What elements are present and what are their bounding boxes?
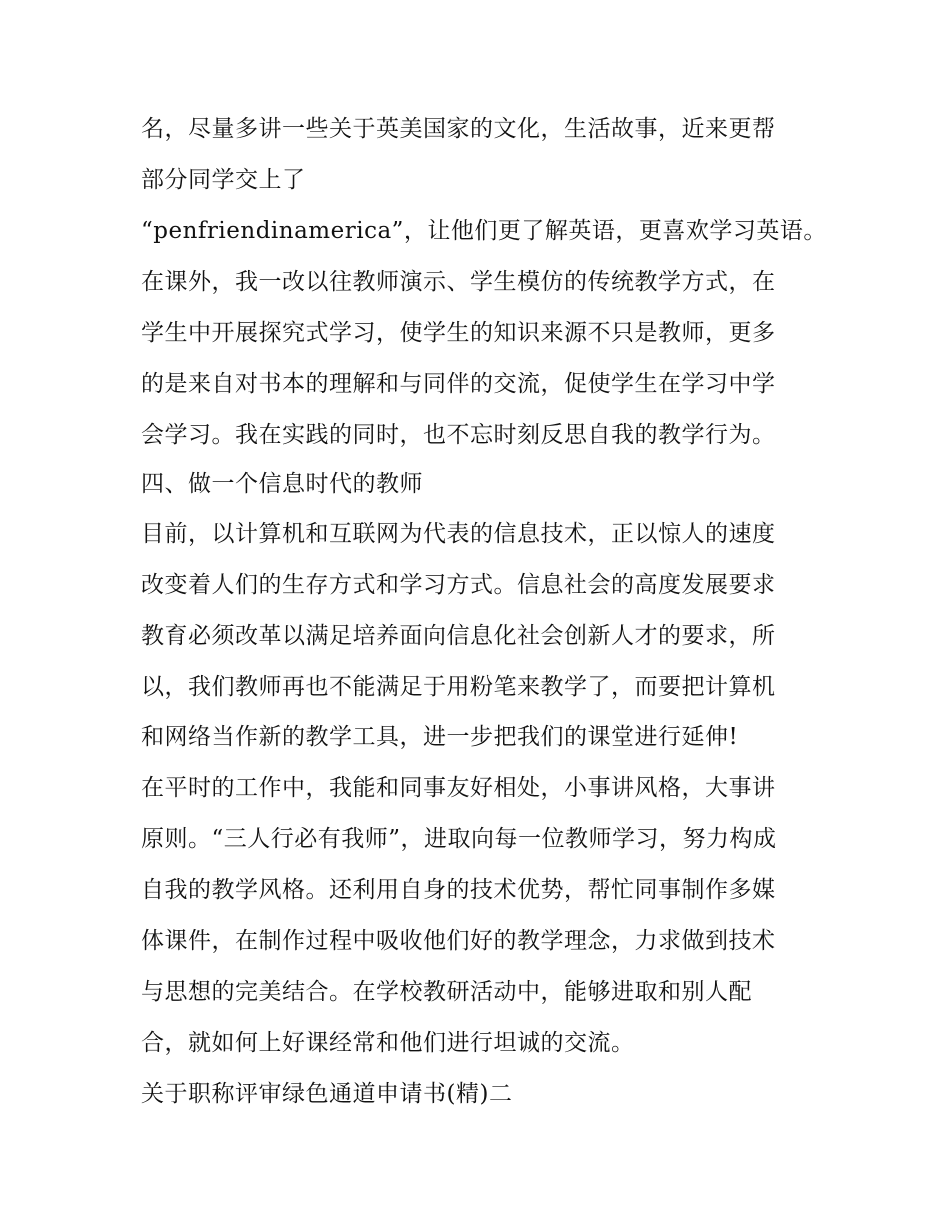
text-line: 改变着人们的生存方式和学习方式。信息社会的高度发展要求 <box>141 572 776 598</box>
text-line: 部分同学交上了 <box>141 167 306 193</box>
text-line: 目前，以计算机和互联网为代表的信息技术，正以惊人的速度 <box>141 521 776 547</box>
text-line: 名，尽量多讲一些关于英美国家的文化，生活故事，近来更帮 <box>141 116 776 142</box>
text-line: 在平时的工作中，我能和同事友好相处，小事讲风格，大事讲 <box>141 775 776 801</box>
text-line: 和网络当作新的教学工具，进一步把我们的课堂进行延伸! <box>141 724 739 750</box>
section-heading: 四、做一个信息时代的教师 <box>141 471 423 497</box>
text-line: 在课外，我一改以往教师演示、学生模仿的传统教学方式，在 <box>141 269 776 295</box>
text-line: 学生中开展探究式学习，使学生的知识来源不只是教师，更多 <box>141 320 776 346</box>
section-title: 关于职称评审绿色通道申请书(精)二 <box>141 1081 513 1107</box>
text-line: 会学习。我在实践的同时，也不忘时刻反思自我的教学行为。 <box>141 422 776 448</box>
text-line: “penfriendinamerica”，让他们更了解英语，更喜欢学习英语。 <box>141 218 827 244</box>
text-line: 以，我们教师再也不能满足于用粉笔来教学了，而要把计算机 <box>141 674 776 700</box>
text-line: 教育必须改革以满足培养面向信息化社会创新人才的要求，所 <box>141 623 776 649</box>
text-line: 的是来自对书本的理解和与同伴的交流，促使学生在学习中学 <box>141 371 776 397</box>
text-line: 原则。“三人行必有我师”，进取向每一位教师学习，努力构成 <box>141 826 777 852</box>
text-line: 体课件，在制作过程中吸收他们好的教学理念，力求做到技术 <box>141 928 776 954</box>
text-line: 自我的教学风格。还利用自身的技术优势，帮忙同事制作多媒 <box>141 877 776 903</box>
text-line: 与思想的完美结合。在学校教研活动中，能够进取和别人配 <box>141 979 752 1005</box>
text-line: 合，就如何上好课经常和他们进行坦诚的交流。 <box>141 1030 635 1056</box>
